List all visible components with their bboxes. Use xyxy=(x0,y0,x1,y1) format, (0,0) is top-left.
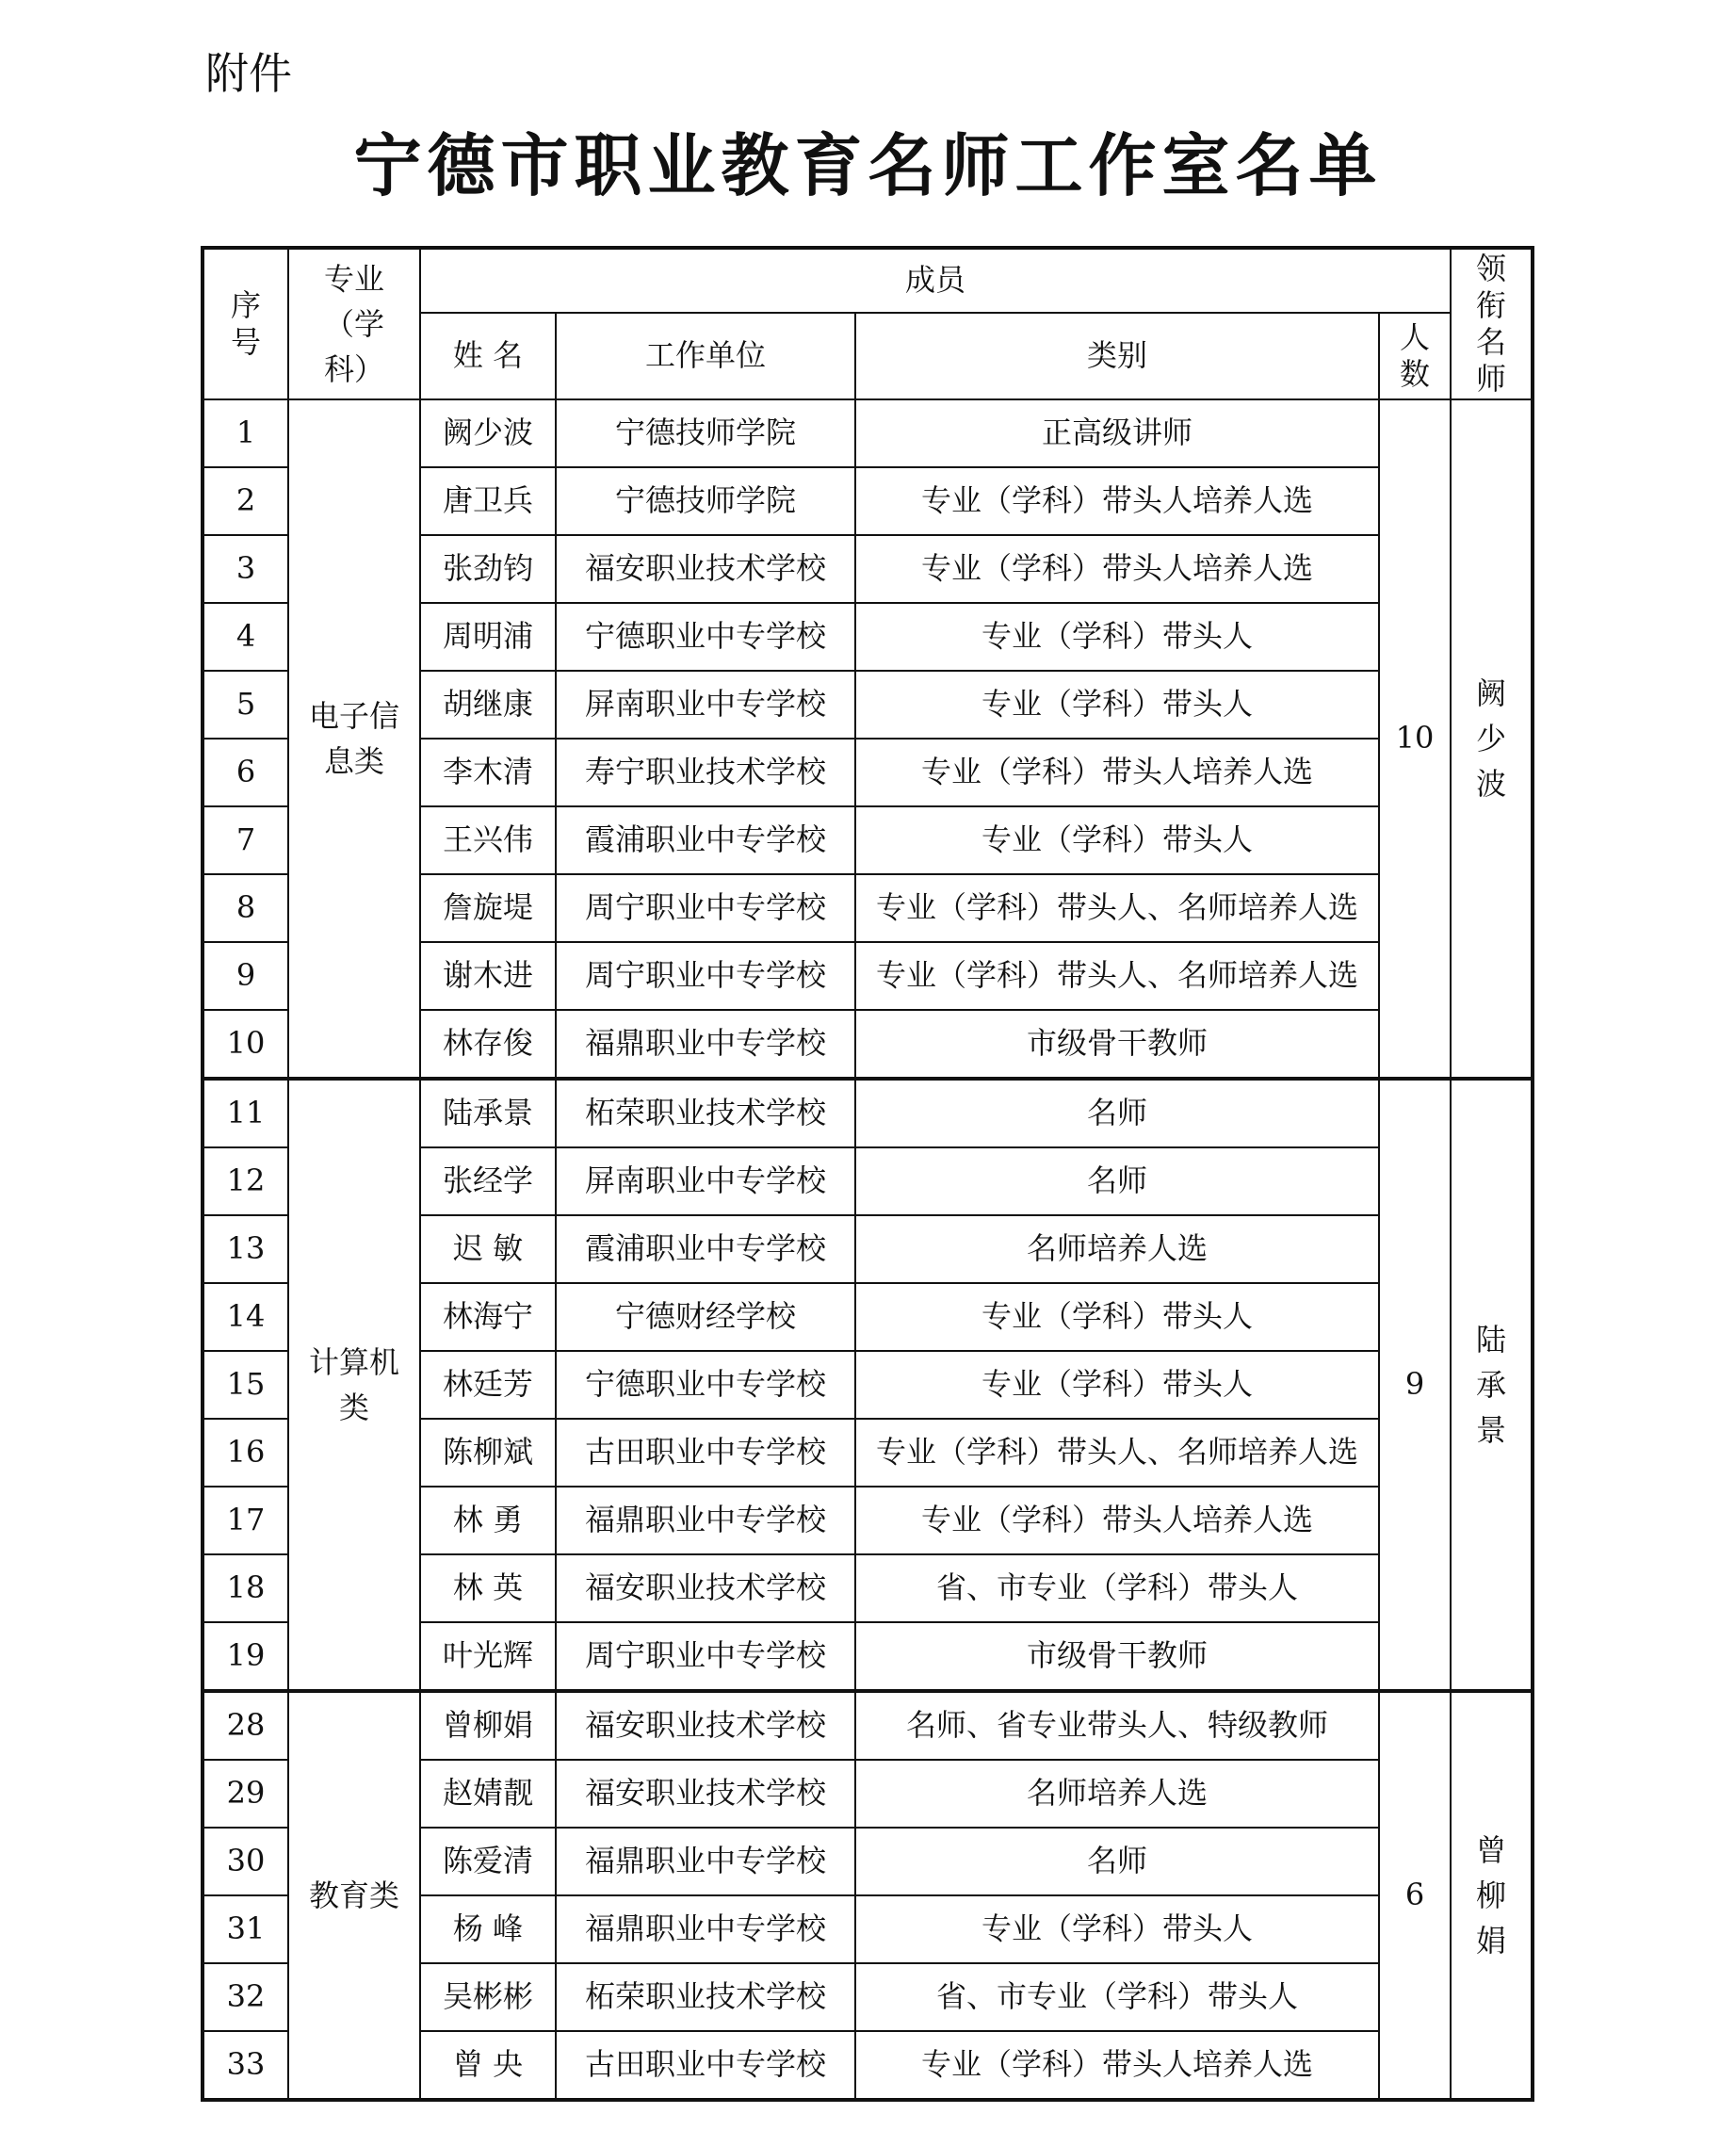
row-name: 周明浦 xyxy=(420,603,556,671)
row-name: 曾柳娟 xyxy=(420,1691,556,1760)
row-name: 陈爱清 xyxy=(420,1828,556,1895)
row-seq: 4 xyxy=(203,603,288,671)
row-unit: 古田职业中专学校 xyxy=(556,1419,855,1487)
row-name: 迟 敏 xyxy=(420,1215,556,1283)
row-unit: 柘荣职业技术学校 xyxy=(556,1963,855,2031)
header-major: 专业（学科） xyxy=(288,248,420,399)
header-name: 姓 名 xyxy=(420,313,556,399)
row-name: 林廷芳 xyxy=(420,1351,556,1419)
row-unit: 屏南职业中专学校 xyxy=(556,671,855,739)
group-major xyxy=(288,1079,420,1691)
row-unit: 福鼎职业中专学校 xyxy=(556,1010,855,1079)
row-unit: 宁德财经学校 xyxy=(556,1283,855,1351)
group-lead xyxy=(1451,1079,1533,1691)
row-unit: 福安职业技术学校 xyxy=(556,1554,855,1622)
row-category: 名师、省专业带头人、特级教师 xyxy=(855,1691,1379,1760)
row-category: 名师培养人选 xyxy=(855,1760,1379,1828)
row-category: 专业（学科）带头人培养人选 xyxy=(855,2031,1379,2100)
row-name: 叶光辉 xyxy=(420,1622,556,1691)
row-seq: 33 xyxy=(203,2031,288,2100)
document-title: 宁德市职业教育名师工作室名单 xyxy=(353,125,1383,205)
roster-body xyxy=(203,399,1533,2100)
row-unit: 福安职业技术学校 xyxy=(556,1691,855,1760)
row-category: 专业（学科）带头人 xyxy=(855,1283,1379,1351)
attachment-label: 附件 xyxy=(205,48,292,99)
row-name: 林 勇 xyxy=(420,1487,556,1554)
row-name: 唐卫兵 xyxy=(420,467,556,535)
row-category: 专业（学科）带头人 xyxy=(855,671,1379,739)
row-unit: 福鼎职业中专学校 xyxy=(556,1487,855,1554)
group-lead-text: 陆承景 xyxy=(1476,1322,1507,1448)
row-seq: 13 xyxy=(203,1215,288,1283)
row-category: 专业（学科）带头人培养人选 xyxy=(855,467,1379,535)
row-seq: 18 xyxy=(203,1554,288,1622)
row-unit: 宁德技师学院 xyxy=(556,399,855,467)
row-name: 吴彬彬 xyxy=(420,1963,556,2031)
row-name: 杨 峰 xyxy=(420,1895,556,1963)
row-seq: 1 xyxy=(203,399,288,467)
row-seq: 9 xyxy=(203,942,288,1010)
group-major-text: 计算机类 xyxy=(308,1344,399,1425)
row-unit: 柘荣职业技术学校 xyxy=(556,1079,855,1147)
group-count: 6 xyxy=(1379,1691,1451,2100)
row-unit: 福鼎职业中专学校 xyxy=(556,1895,855,1963)
group-count: 9 xyxy=(1379,1079,1451,1691)
row-seq: 16 xyxy=(203,1419,288,1487)
row-unit: 寿宁职业技术学校 xyxy=(556,739,855,806)
row-unit: 福安职业技术学校 xyxy=(556,1760,855,1828)
row-unit: 周宁职业中专学校 xyxy=(556,942,855,1010)
row-seq: 31 xyxy=(203,1895,288,1963)
row-seq: 2 xyxy=(203,467,288,535)
row-name: 林存俊 xyxy=(420,1010,556,1079)
row-seq: 11 xyxy=(203,1079,288,1147)
row-unit: 霞浦职业中专学校 xyxy=(556,806,855,874)
row-seq: 6 xyxy=(203,739,288,806)
row-category: 专业（学科）带头人 xyxy=(855,806,1379,874)
row-name: 林 英 xyxy=(420,1554,556,1622)
header-category: 类别 xyxy=(855,313,1379,399)
row-name: 陆承景 xyxy=(420,1079,556,1147)
group-major xyxy=(288,1691,420,2100)
group-lead-text: 阙少波 xyxy=(1476,675,1507,802)
row-unit: 福安职业技术学校 xyxy=(556,535,855,603)
row-unit: 周宁职业中专学校 xyxy=(556,874,855,942)
row-category: 省、市专业（学科）带头人 xyxy=(855,1963,1379,2031)
row-unit: 古田职业中专学校 xyxy=(556,2031,855,2100)
row-category: 名师 xyxy=(855,1147,1379,1215)
row-name: 詹旋堤 xyxy=(420,874,556,942)
row-name: 王兴伟 xyxy=(420,806,556,874)
table-row xyxy=(203,1691,1533,1760)
row-category: 专业（学科）带头人、名师培养人选 xyxy=(855,874,1379,942)
row-seq: 3 xyxy=(203,535,288,603)
group-major-text: 教育类 xyxy=(308,1878,399,1913)
row-category: 专业（学科）带头人 xyxy=(855,603,1379,671)
row-name: 谢木进 xyxy=(420,942,556,1010)
row-seq: 30 xyxy=(203,1828,288,1895)
row-unit: 福鼎职业中专学校 xyxy=(556,1828,855,1895)
row-name: 曾 央 xyxy=(420,2031,556,2100)
row-name: 赵婧靓 xyxy=(420,1760,556,1828)
row-unit: 宁德技师学院 xyxy=(556,467,855,535)
row-category: 专业（学科）带头人培养人选 xyxy=(855,739,1379,806)
group-major xyxy=(288,399,420,1079)
row-category: 市级骨干教师 xyxy=(855,1010,1379,1079)
row-category: 专业（学科）带头人、名师培养人选 xyxy=(855,1419,1379,1487)
row-category: 名师培养人选 xyxy=(855,1215,1379,1283)
row-seq: 29 xyxy=(203,1760,288,1828)
group-lead-text: 曾柳娟 xyxy=(1476,1832,1507,1959)
table-row xyxy=(203,1079,1533,1147)
row-seq: 12 xyxy=(203,1147,288,1215)
header-seq: 序号 xyxy=(203,248,288,399)
row-name: 胡继康 xyxy=(420,671,556,739)
row-name: 张劲钧 xyxy=(420,535,556,603)
row-seq: 15 xyxy=(203,1351,288,1419)
row-category: 正高级讲师 xyxy=(855,399,1379,467)
group-lead xyxy=(1451,399,1533,1079)
row-category: 专业（学科）带头人培养人选 xyxy=(855,535,1379,603)
row-category: 专业（学科）带头人 xyxy=(855,1895,1379,1963)
row-category: 名师 xyxy=(855,1828,1379,1895)
row-seq: 19 xyxy=(203,1622,288,1691)
row-category: 省、市专业（学科）带头人 xyxy=(855,1554,1379,1622)
row-name: 张经学 xyxy=(420,1147,556,1215)
row-unit: 宁德职业中专学校 xyxy=(556,603,855,671)
row-seq: 17 xyxy=(203,1487,288,1554)
row-unit: 周宁职业中专学校 xyxy=(556,1622,855,1691)
header-count: 人数 xyxy=(1379,313,1451,399)
group-lead xyxy=(1451,1691,1533,2100)
row-seq: 10 xyxy=(203,1010,288,1079)
row-name: 阙少波 xyxy=(420,399,556,467)
row-seq: 7 xyxy=(203,806,288,874)
group-major-text: 电子信息类 xyxy=(308,698,399,779)
header-unit: 工作单位 xyxy=(556,313,855,399)
row-category: 专业（学科）带头人、名师培养人选 xyxy=(855,942,1379,1010)
row-category: 专业（学科）带头人培养人选 xyxy=(855,1487,1379,1554)
group-count: 10 xyxy=(1379,399,1451,1079)
row-unit: 屏南职业中专学校 xyxy=(556,1147,855,1215)
row-seq: 32 xyxy=(203,1963,288,2031)
row-seq: 8 xyxy=(203,874,288,942)
row-name: 林海宁 xyxy=(420,1283,556,1351)
row-category: 名师 xyxy=(855,1079,1379,1147)
row-unit: 宁德职业中专学校 xyxy=(556,1351,855,1419)
table-row xyxy=(203,399,1533,467)
row-name: 陈柳斌 xyxy=(420,1419,556,1487)
row-seq: 14 xyxy=(203,1283,288,1351)
header-lead: 领衔名师 xyxy=(1451,248,1533,399)
row-category: 市级骨干教师 xyxy=(855,1622,1379,1691)
row-name: 李木清 xyxy=(420,739,556,806)
roster-table xyxy=(201,246,1534,2102)
header-members: 成员 xyxy=(420,248,1451,313)
row-unit: 霞浦职业中专学校 xyxy=(556,1215,855,1283)
row-seq: 28 xyxy=(203,1691,288,1760)
row-category: 专业（学科）带头人 xyxy=(855,1351,1379,1419)
row-seq: 5 xyxy=(203,671,288,739)
